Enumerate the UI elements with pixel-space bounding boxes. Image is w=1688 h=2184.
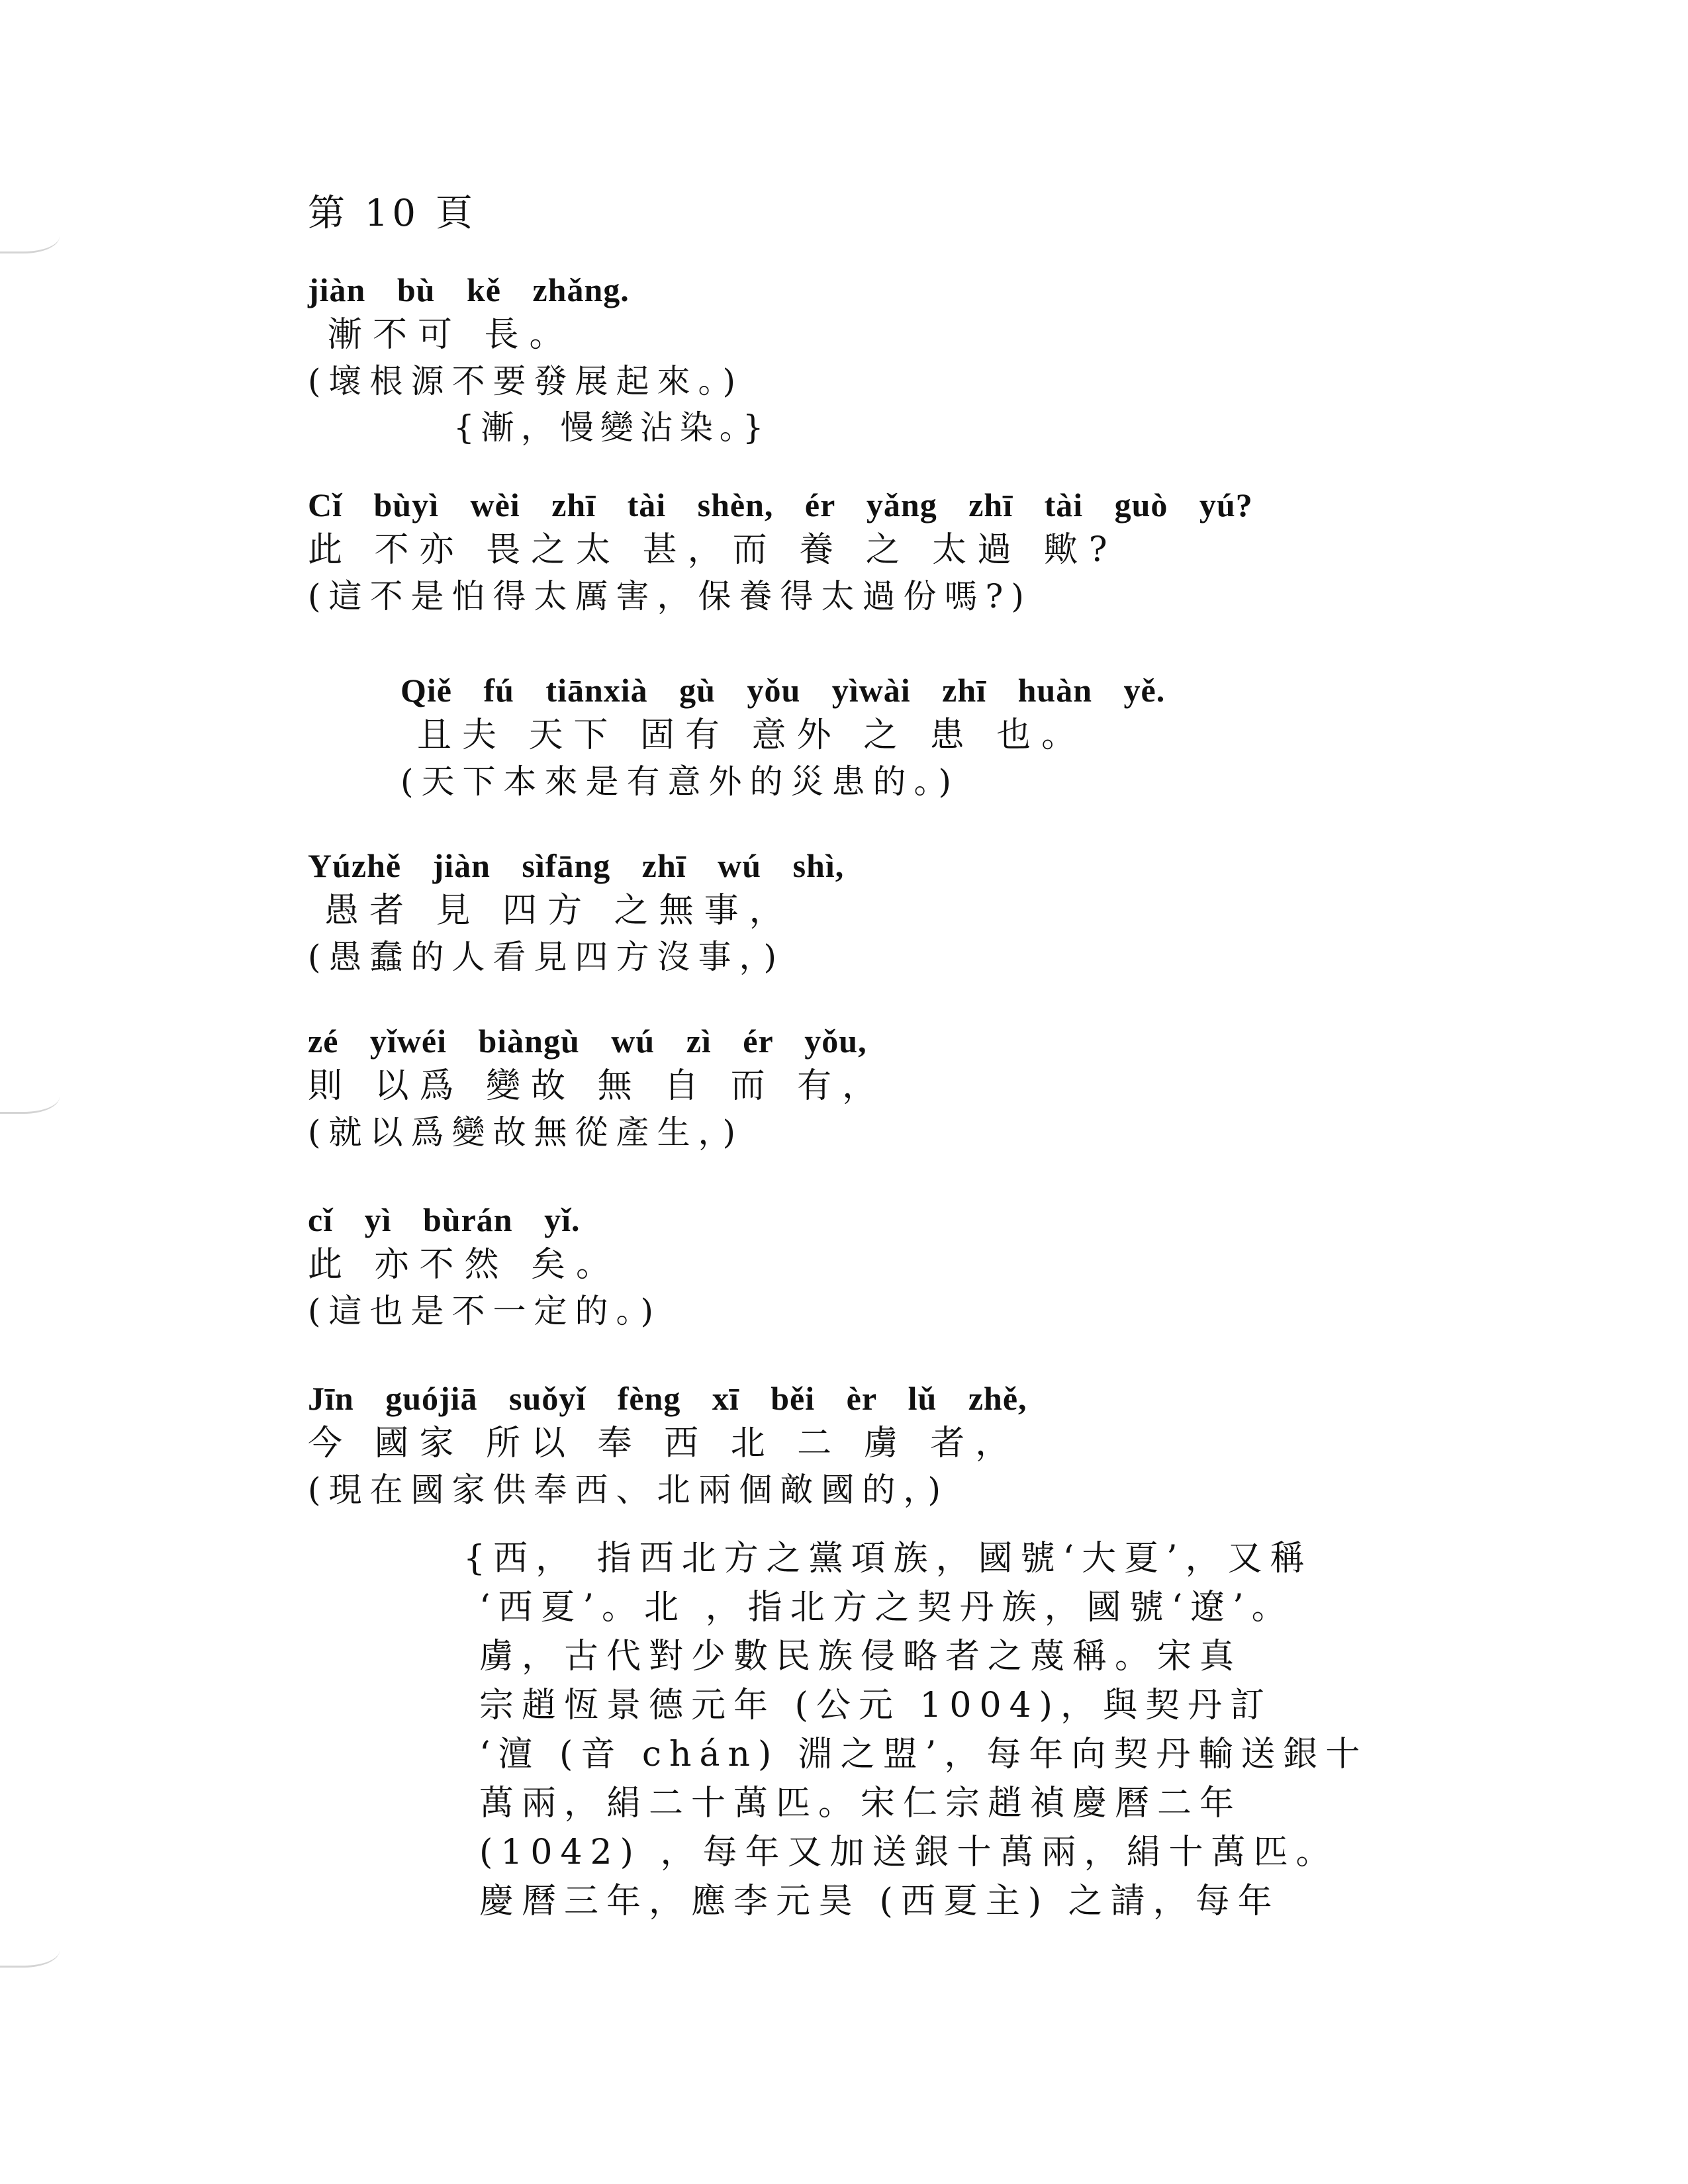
annotation-line: 萬兩，絹二十萬匹。宋仁宗趙禎慶曆二年 bbox=[479, 1784, 1243, 1823]
pinyin-line: jiàn bù kě zhǎng. bbox=[308, 271, 630, 308]
chinese-line: 此 不亦 畏之太 甚，而 養 之 太過 歟? bbox=[308, 530, 1118, 570]
annotation-line: {西， 指西北方之黨項族，國號‘大夏’，又稱 bbox=[463, 1539, 1313, 1578]
chinese-line: 今 國家 所以 奉 西 北 二 虜 者， bbox=[308, 1424, 1021, 1463]
stanza-1 bbox=[308, 255, 771, 451]
chinese-line: 愚者 見 四方 之無事， bbox=[324, 891, 794, 931]
gloss-line: (這也是不一定的。) bbox=[308, 1292, 662, 1330]
pinyin-line: Yúzhě jiàn sìfāng zhī wú shì, bbox=[308, 847, 845, 884]
pinyin-line: Jīn guójiā suǒyǐ fèng xī běi èr lǔ zhě, bbox=[308, 1380, 1027, 1417]
annotation-line: ‘西夏’。北 ，指北方之契丹族，國號‘遼’。 bbox=[479, 1588, 1294, 1627]
gloss-line: (這不是怕得太厲害，保養得太過份嗎?) bbox=[308, 577, 1032, 615]
note-line: {漸，慢變沾染。} bbox=[453, 408, 771, 447]
annotation-line: ‘澶 (音 chán) 淵之盟’，每年向契丹輸送銀十 bbox=[479, 1735, 1368, 1774]
gloss-line: (愚蠢的人看見四方沒事，) bbox=[308, 938, 785, 976]
stanza-4 bbox=[308, 831, 844, 980]
annotation-line: 慶曆三年，應李元昊 (西夏主) 之請，每年 bbox=[479, 1882, 1280, 1921]
annotation-line: 虜，古代對少數民族侵略者之蔑稱。宋真 bbox=[479, 1637, 1243, 1676]
stanza-5 bbox=[308, 1006, 887, 1156]
gloss-line: (天下本來是有意外的災患的。) bbox=[400, 762, 960, 801]
stanza-2 bbox=[308, 470, 1253, 619]
gloss-line: (現在國家供奉西、北兩個敵國的，) bbox=[308, 1471, 949, 1509]
annotation-line: (1042) ，每年又加送銀十萬兩，絹十萬匹。 bbox=[479, 1833, 1338, 1872]
chinese-line: 則 以爲 變故 無 自 而 有， bbox=[308, 1066, 888, 1106]
stanza-6 bbox=[308, 1185, 661, 1334]
page-number: 第 10 頁 bbox=[308, 192, 477, 235]
scan-mark bbox=[0, 1085, 60, 1114]
stanza-3 bbox=[400, 655, 1165, 805]
annotation-block bbox=[463, 1534, 1403, 1926]
stanza-7 bbox=[308, 1363, 1027, 1513]
gloss-line: (壞根源不要發展起來。) bbox=[308, 362, 744, 400]
scan-mark bbox=[0, 1939, 60, 1968]
annotation-line: 宗趙恆景德元年 (公元 1004)，與契丹訂 bbox=[479, 1686, 1272, 1725]
gloss-line: (就以爲變故無從產生，) bbox=[308, 1113, 744, 1152]
pinyin-line: cǐ yì bùrán yǐ. bbox=[308, 1201, 581, 1238]
scan-mark bbox=[0, 225, 60, 253]
pinyin-line: Qiě fú tiānxià gù yǒu yìwài zhī huàn yě. bbox=[400, 672, 1166, 709]
pinyin-line: zé yǐwéi biàngù wú zì ér yǒu, bbox=[308, 1023, 867, 1060]
chinese-line: 漸不可 長。 bbox=[328, 315, 575, 355]
chinese-line: 且夫 天下 固有 意外 之 患 也。 bbox=[417, 715, 1087, 755]
chinese-line: 此 亦不然 矣。 bbox=[308, 1245, 622, 1285]
pinyin-line: Cǐ bùyì wèi zhī tài shèn, ér yǎng zhī tài guò yú? bbox=[308, 486, 1253, 523]
